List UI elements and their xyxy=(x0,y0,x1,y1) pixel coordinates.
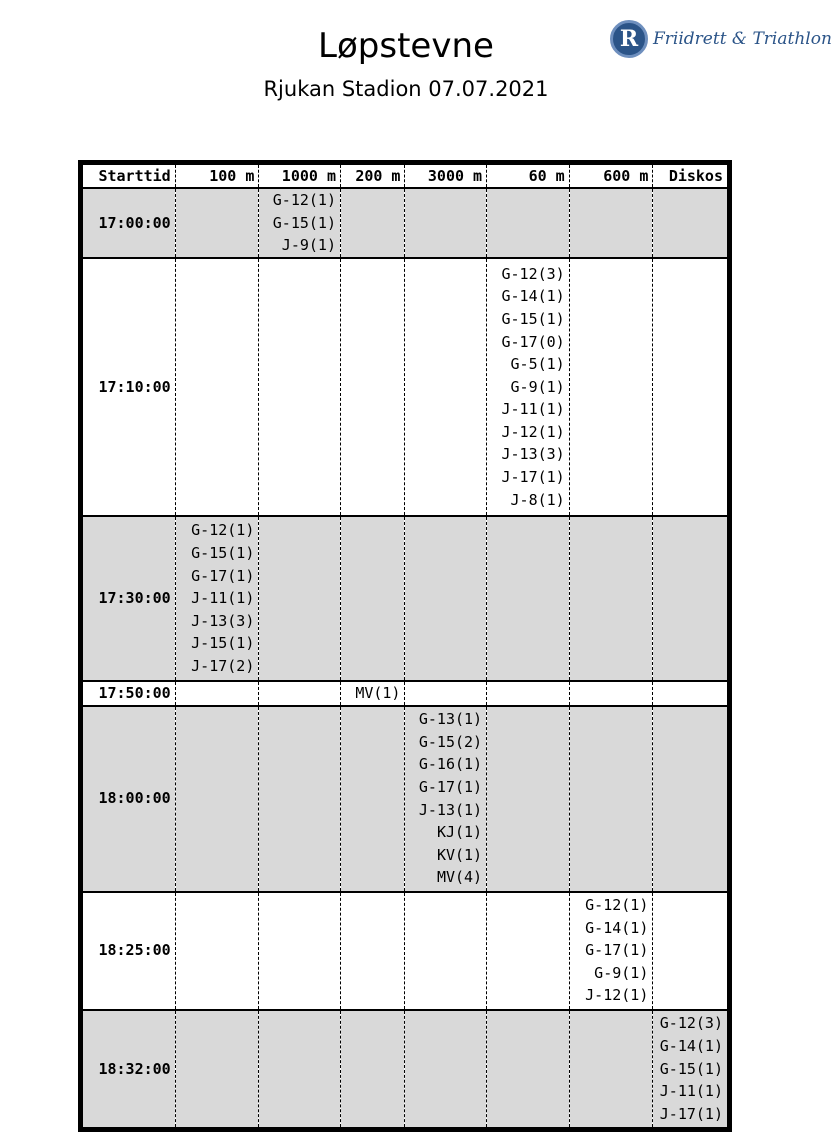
class-entry: G-12(3) xyxy=(659,1014,723,1033)
start-time-cell: 17:50:00 xyxy=(81,681,176,706)
event-cell-3000-m xyxy=(405,516,487,681)
start-time-cell: 17:00:00 xyxy=(81,188,176,258)
club-logo-seal: R xyxy=(610,20,648,58)
event-cell-600-m xyxy=(569,188,653,258)
class-entry: G-14(1) xyxy=(501,287,565,306)
class-entry: MV(1) xyxy=(355,684,401,702)
column-header-starttid: Starttid xyxy=(81,163,176,189)
event-cell-100-m xyxy=(175,188,259,258)
class-entry: J-8(1) xyxy=(510,490,565,509)
class-entry: J-11(1) xyxy=(659,1082,723,1101)
event-cell-1000-m xyxy=(259,1010,341,1130)
schedule-row xyxy=(81,516,730,681)
event-cell-600-m xyxy=(569,681,653,706)
event-cell-1000-m xyxy=(259,706,341,892)
class-entry: J-17(1) xyxy=(501,468,565,487)
event-cell-60-m xyxy=(487,706,570,892)
schedule-row xyxy=(81,892,730,1010)
class-entry: G-16(1) xyxy=(418,755,483,774)
event-cell-3000-m xyxy=(405,681,487,706)
start-time-cell: 18:25:00 xyxy=(81,892,176,1010)
event-cell-100-m xyxy=(175,706,259,892)
event-cell-600-m xyxy=(569,1010,653,1130)
class-entry: J-13(3) xyxy=(191,611,255,630)
event-cell-600-m xyxy=(569,258,653,516)
event-cell-3000-m xyxy=(405,188,487,258)
event-cell-diskos xyxy=(653,1010,730,1130)
event-cell-diskos xyxy=(653,516,730,681)
event-cell-600-m xyxy=(569,516,653,681)
class-entry: G-14(1) xyxy=(659,1036,723,1055)
start-time-cell: 18:32:00 xyxy=(81,1010,176,1130)
class-entry: G-17(0) xyxy=(501,332,565,351)
event-cell-60-m xyxy=(487,258,570,516)
class-entry: G-9(1) xyxy=(594,963,649,982)
class-entry: J-13(3) xyxy=(501,445,565,464)
event-cell-3000-m xyxy=(405,892,487,1010)
schedule-row xyxy=(81,258,730,516)
column-header-1000-m: 1000 m xyxy=(259,163,341,189)
event-cell-1000-m xyxy=(259,516,341,681)
class-entry: J-9(1) xyxy=(281,236,336,255)
event-cell-200-m xyxy=(340,516,404,681)
class-entry: G-9(1) xyxy=(510,377,565,396)
event-cell-200-m xyxy=(340,258,404,516)
event-cell-100-m xyxy=(175,681,259,706)
class-entry: G-17(1) xyxy=(585,941,649,960)
column-header-200-m: 200 m xyxy=(340,163,404,189)
page-title: Løpstevne xyxy=(318,26,494,66)
club-logo-text: Friidrett & Triathlon xyxy=(653,29,832,49)
column-header-diskos: Diskos xyxy=(653,163,730,189)
column-header-100-m: 100 m xyxy=(175,163,259,189)
column-header-60-m: 60 m xyxy=(487,163,570,189)
column-header-3000-m: 3000 m xyxy=(405,163,487,189)
event-cell-3000-m xyxy=(405,258,487,516)
event-cell-diskos xyxy=(653,188,730,258)
event-cell-60-m xyxy=(487,1010,570,1130)
event-cell-200-m xyxy=(340,681,404,706)
class-entry: G-12(1) xyxy=(272,191,336,210)
page-subtitle: Rjukan Stadion 07.07.2021 xyxy=(263,77,549,101)
event-cell-60-m xyxy=(487,892,570,1010)
event-cell-100-m xyxy=(175,1010,259,1130)
class-entry: J-13(1) xyxy=(418,800,483,819)
start-time-cell: 17:10:00 xyxy=(81,258,176,516)
class-entry: KV(1) xyxy=(436,845,483,864)
class-entry: G-15(1) xyxy=(272,213,336,232)
column-header-600-m: 600 m xyxy=(569,163,653,189)
class-entry: G-14(1) xyxy=(585,918,649,937)
class-entry: G-5(1) xyxy=(510,355,565,374)
event-cell-100-m xyxy=(175,892,259,1010)
event-cell-600-m xyxy=(569,706,653,892)
start-time-cell: 17:30:00 xyxy=(81,516,176,681)
event-cell-200-m xyxy=(340,892,404,1010)
event-cell-60-m xyxy=(487,681,570,706)
class-entry: J-12(1) xyxy=(585,986,649,1005)
class-entry: J-12(1) xyxy=(501,422,565,441)
event-cell-diskos xyxy=(653,892,730,1010)
class-entry: J-15(1) xyxy=(191,634,255,653)
class-entry: J-11(1) xyxy=(501,400,565,419)
schedule-table xyxy=(78,160,732,1132)
event-cell-1000-m xyxy=(259,188,341,258)
event-cell-100-m xyxy=(175,258,259,516)
class-entry: G-15(1) xyxy=(501,309,565,328)
class-entry: G-17(1) xyxy=(418,778,483,796)
event-cell-200-m xyxy=(340,706,404,892)
class-entry: G-13(1) xyxy=(418,710,483,729)
schedule-header-row xyxy=(81,163,730,189)
club-logo xyxy=(610,18,832,60)
event-cell-60-m xyxy=(487,516,570,681)
event-cell-600-m xyxy=(569,892,653,1010)
event-cell-1000-m xyxy=(259,681,341,706)
event-cell-60-m xyxy=(487,188,570,258)
schedule-row xyxy=(81,681,730,706)
class-entry: G-15(1) xyxy=(659,1059,723,1078)
class-entry: G-15(2) xyxy=(418,732,483,751)
class-entry: G-12(3) xyxy=(501,264,565,283)
class-entry: KJ(1) xyxy=(436,823,483,842)
schedule-body xyxy=(81,188,730,1130)
class-entry: G-12(1) xyxy=(191,521,255,540)
event-cell-1000-m xyxy=(259,892,341,1010)
schedule-row xyxy=(81,188,730,258)
class-entry: G-15(1) xyxy=(191,544,255,563)
class-entry: J-11(1) xyxy=(191,589,255,608)
class-entry: MV(4) xyxy=(436,868,483,887)
class-entry: J-17(1) xyxy=(659,1104,723,1123)
event-cell-200-m xyxy=(340,188,404,258)
event-cell-diskos xyxy=(653,681,730,706)
event-cell-3000-m xyxy=(405,706,487,892)
event-cell-diskos xyxy=(653,258,730,516)
event-cell-200-m xyxy=(340,1010,404,1130)
event-cell-diskos xyxy=(653,706,730,892)
event-cell-3000-m xyxy=(405,1010,487,1130)
schedule-row xyxy=(81,706,730,892)
event-cell-1000-m xyxy=(259,258,341,516)
class-entry: G-12(1) xyxy=(585,896,649,915)
class-entry: G-17(1) xyxy=(191,566,255,585)
event-cell-100-m xyxy=(175,516,259,681)
start-time-cell: 18:00:00 xyxy=(81,706,176,892)
schedule-row xyxy=(81,1010,730,1130)
class-entry: J-17(2) xyxy=(191,656,255,675)
